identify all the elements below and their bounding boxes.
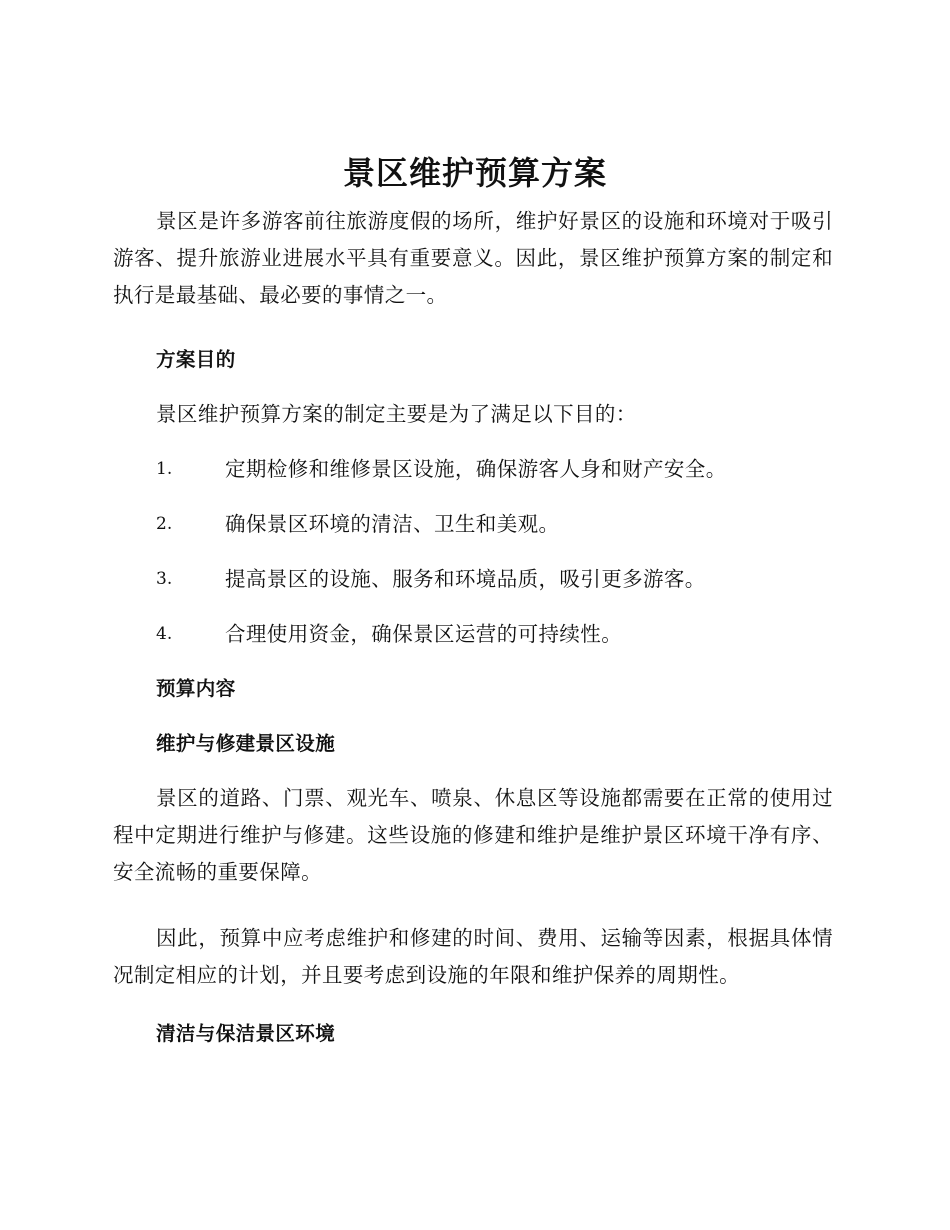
document-title: 景区维护预算方案 <box>342 154 607 192</box>
list-item-text: 确保景区环境的清洁、卫生和美观。 <box>225 512 560 536</box>
intro-paragraph: 景区是许多游客前往旅游度假的场所，维护好景区的设施和环境对于吸引游客、提升旅游业进展水平具有重要意义。因此，景区维护预算方案的制定和执行是最基础、最必要的事情之一。 <box>113 209 833 307</box>
facilities-plan-paragraph: 因此，预算中应考虑维护和修建的时间、费用、运输等因素，根据具体情况制定相应的计划，并且要考虑到设施的年限和维护保养的周期性。 <box>113 926 833 987</box>
list-item-number: 4. <box>156 624 173 644</box>
list-item <box>156 561 836 598</box>
section-heading-budget: 预算内容 <box>156 677 236 700</box>
list-item-text: 合理使用资金，确保景区运营的可持续性。 <box>225 622 623 646</box>
subsection-heading-facilities: 维护与修建景区设施 <box>156 732 336 755</box>
list-item-number: 1. <box>156 459 173 479</box>
purpose-lead-text: 景区维护预算方案的制定主要是为了满足以下目的： <box>156 402 637 426</box>
list-item <box>156 616 836 653</box>
list-item-text: 定期检修和维修景区设施，确保游客人身和财产安全。 <box>225 457 727 481</box>
section-heading-purpose: 方案目的 <box>156 348 236 371</box>
list-item-number: 3. <box>156 569 173 589</box>
list-item-text: 提高景区的设施、服务和环境品质，吸引更多游客。 <box>225 567 706 591</box>
subsection-heading-cleaning: 清洁与保洁景区环境 <box>156 1022 336 1045</box>
list-item <box>156 451 836 488</box>
list-item-number: 2. <box>156 514 173 534</box>
facilities-paragraph: 景区的道路、门票、观光车、喷泉、休息区等设施都需要在正常的使用过程中定期进行维护与修建。这些设施的修建和维护是维护景区环境干净有序、安全流畅的重要保障。 <box>113 786 833 884</box>
list-item <box>156 506 836 543</box>
